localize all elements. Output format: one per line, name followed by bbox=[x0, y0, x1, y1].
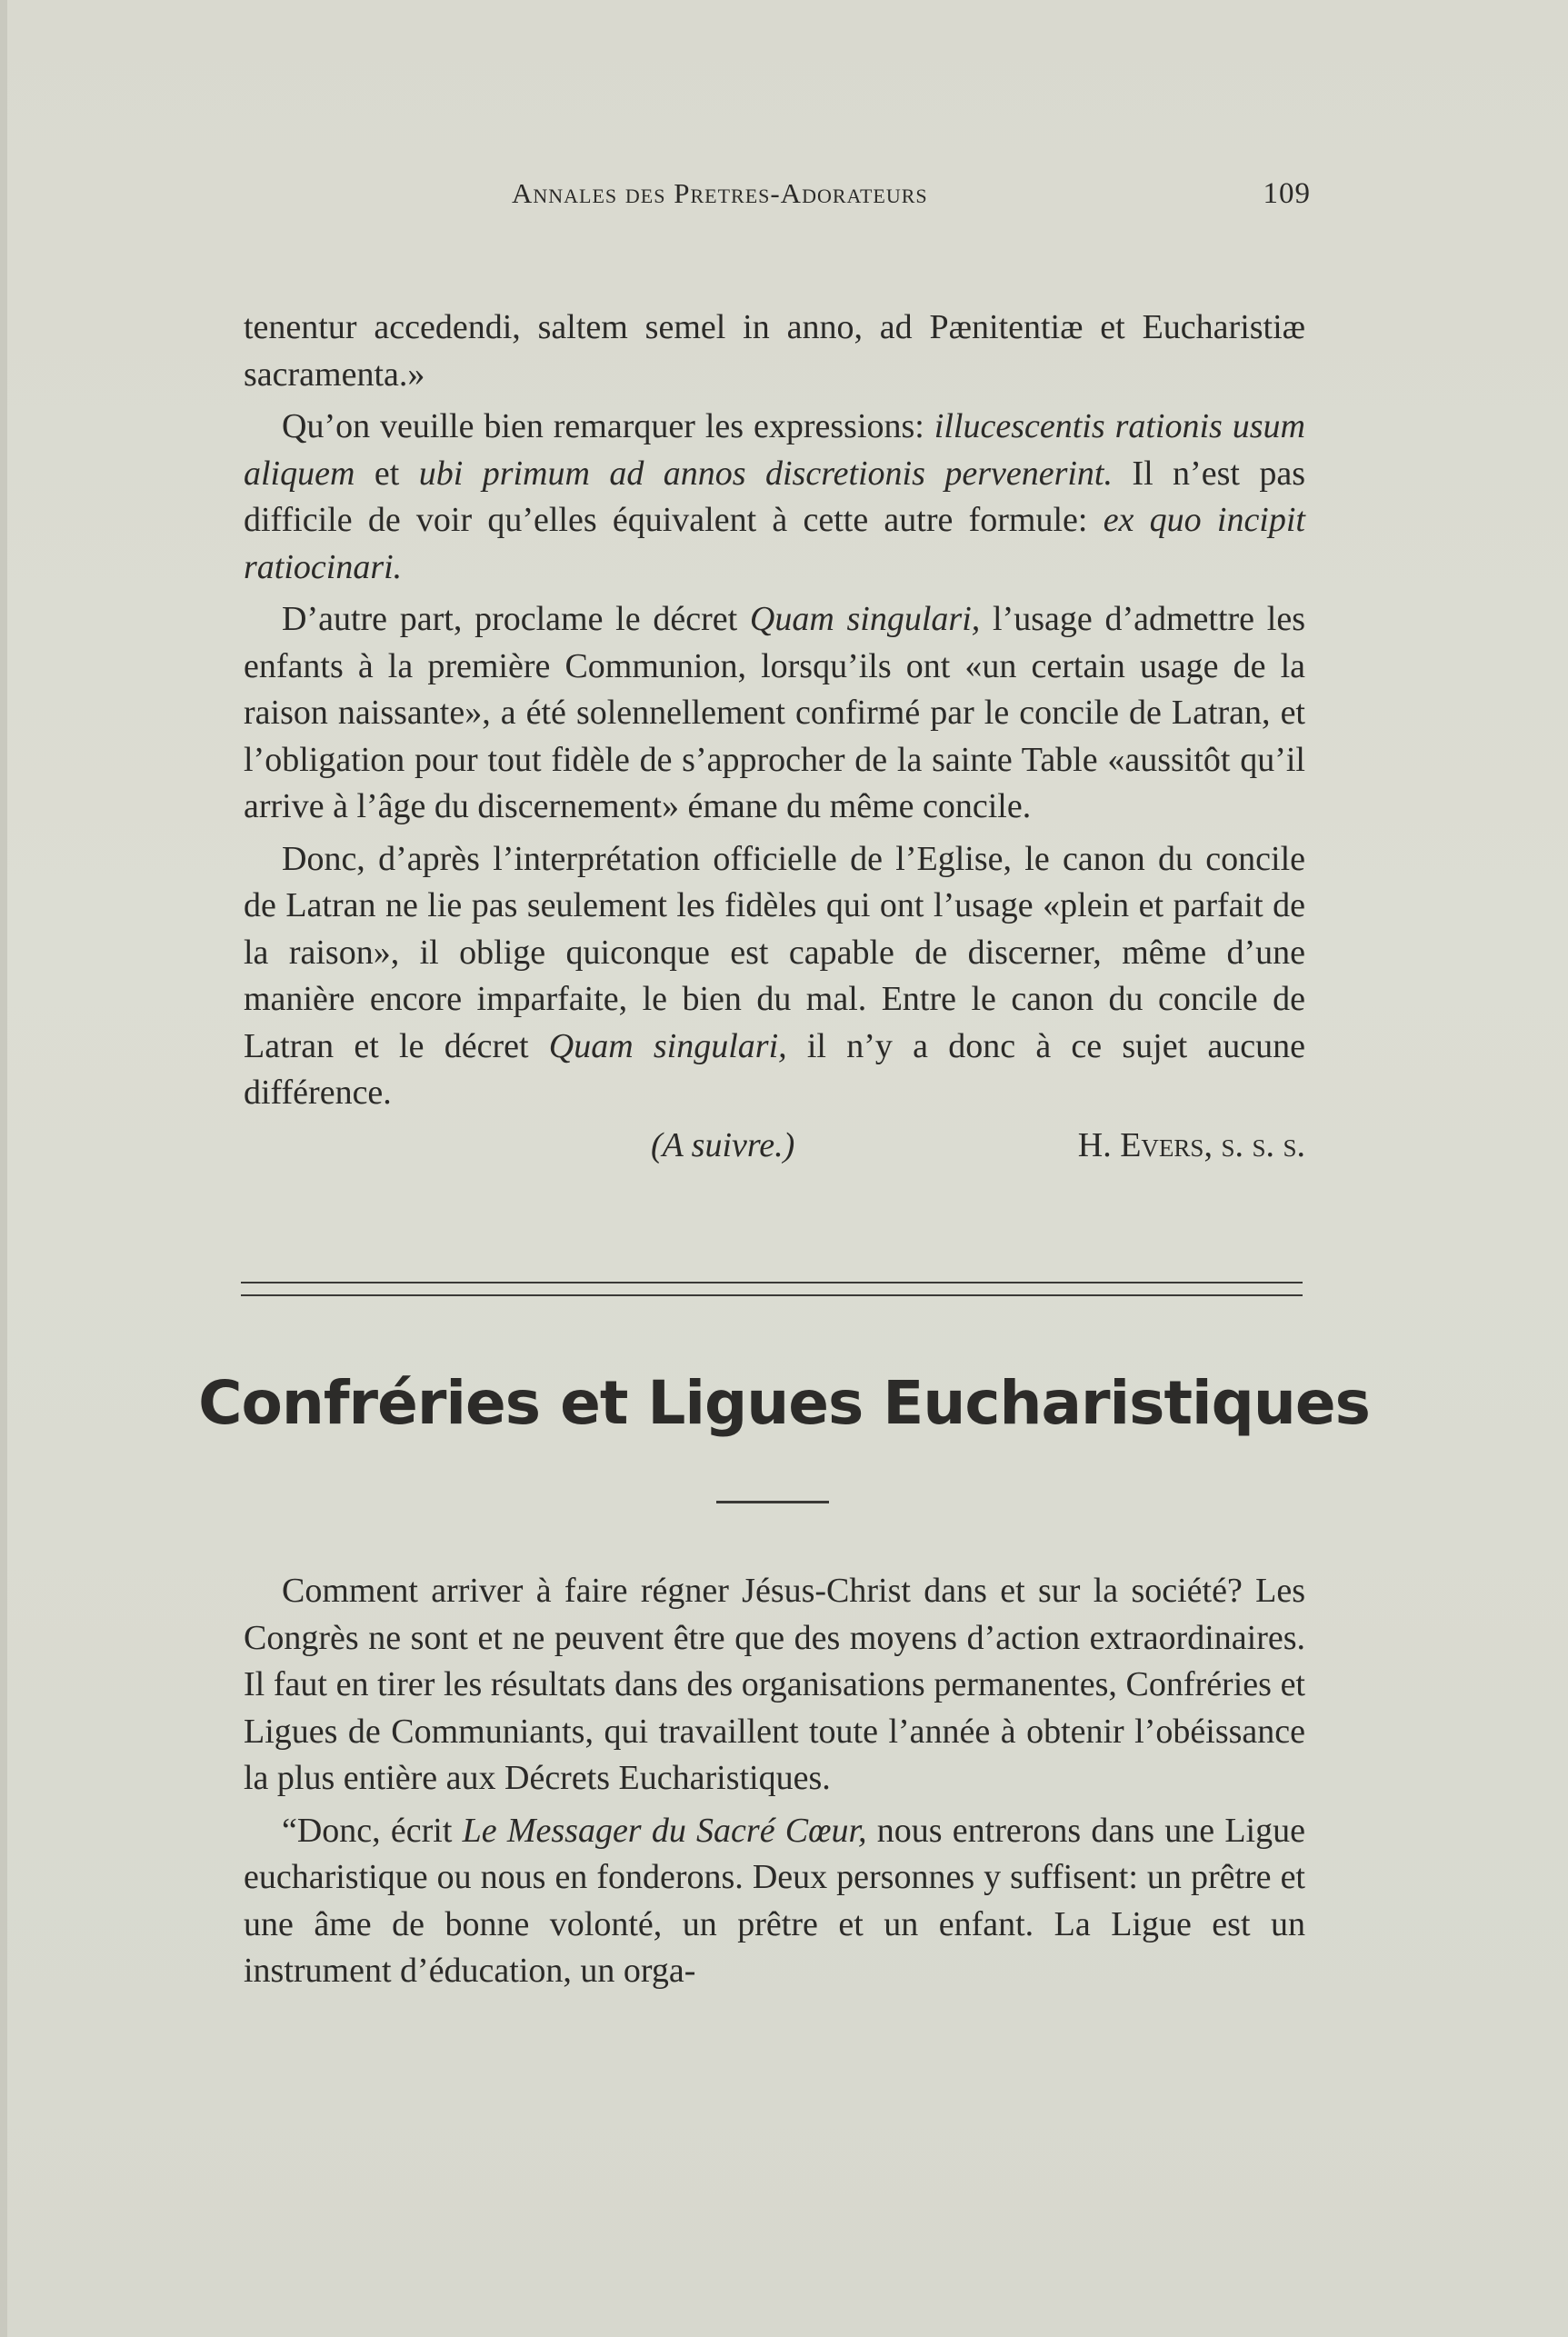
text-run: nous entrerons dans une Ligue eucharistique ou nous en fonderons. Deux personnes y suffisent: un prêtre et une âme de bonne volonté, un prêtre et un enfant. La Ligue est un instrument d’éducation, un orga- bbox=[244, 1811, 1305, 1990]
article-body bbox=[244, 1568, 1305, 2001]
paragraph bbox=[244, 596, 1305, 831]
italic-text: ex quo incipit ratiocinari. bbox=[244, 501, 1305, 586]
text-run: D’autre part, proclame le décret bbox=[282, 600, 750, 638]
paragraph bbox=[244, 1808, 1305, 1995]
divider-rule bbox=[241, 1294, 1303, 1296]
divider-rule bbox=[241, 1282, 1303, 1283]
italic-text: Quam singulari, bbox=[548, 1026, 787, 1065]
running-title: Annales des Pretres-Adorateurs bbox=[512, 177, 928, 209]
italic-text: illucescentis rationis usum aliquem bbox=[244, 407, 1305, 493]
paragraph bbox=[244, 1568, 1305, 1803]
section-title: Confréries et Ligues Eucharistiques bbox=[198, 1368, 1370, 1438]
article-continuation bbox=[244, 305, 1305, 1170]
text-run: Il n’est pas difficile de voir qu’elles équivalent à cette autre formule: bbox=[244, 454, 1306, 539]
paragraph bbox=[244, 305, 1305, 398]
page-edge bbox=[0, 0, 7, 2337]
italic-text: Le Messager du Sacré Cœur, bbox=[462, 1811, 867, 1850]
text-run: tenentur accedendi, saltem semel in anno, ad Pænitentiæ et Eucharistiæ sacramenta.» bbox=[244, 308, 1305, 394]
page-number: 109 bbox=[1263, 177, 1311, 210]
text-run: Qu’on veuille bien remarquer les expressions: bbox=[282, 407, 934, 445]
paragraph bbox=[244, 836, 1305, 1117]
signature-line bbox=[244, 1123, 1305, 1170]
paragraph bbox=[244, 404, 1305, 591]
running-header bbox=[244, 177, 1311, 223]
text-run: Donc, d’après l’interprétation officielle de l’Eglise, le canon du concile de Latran ne lie pas seulement les fidèles qui ont l’usage «plein et parfait de la raison», il oblige quiconque est capable de discerner, même d’une manière encore imparfaite, le bien du mal. Entre le canon du concile de Latran et le décret bbox=[244, 839, 1305, 1065]
italic-text: ubi primum ad annos discretionis pervenerint. bbox=[418, 454, 1113, 493]
title-underline bbox=[716, 1501, 829, 1503]
author-signature: H. Evers, s. s. s. bbox=[1077, 1125, 1305, 1164]
to-be-continued: (A suivre.) bbox=[651, 1125, 795, 1164]
text-run: l’usage d’admettre les enfants à la première Communion, lorsqu’ils ont «un certain usage de la raison naissante», a été solennellement confirmé par le concile de Latran, et l’obligation pour tout fidèle de s’approcher de la sainte Table «aussitôt qu’il arrive à l’âge du discernement» émane du même concile. bbox=[244, 600, 1305, 825]
text-run: “Donc, écrit bbox=[282, 1811, 463, 1850]
text-run: Comment arriver à faire régner Jésus-Christ dans et sur la société? Les Congrès ne sont et ne peuvent être que des moyens d’action extraordinaires. Il faut en tirer les résultats dans des organisations permanentes, Confréries et Ligues de Communiants, qui travaillent toute l’année à obtenir l’obéissance la plus entière aux Décrets Eucharistiques. bbox=[244, 1572, 1305, 1797]
text-run: il n’y a donc à ce sujet aucune différence. bbox=[244, 1026, 1305, 1112]
italic-text: Quam singulari, bbox=[749, 600, 981, 638]
text-run: et bbox=[355, 454, 419, 493]
